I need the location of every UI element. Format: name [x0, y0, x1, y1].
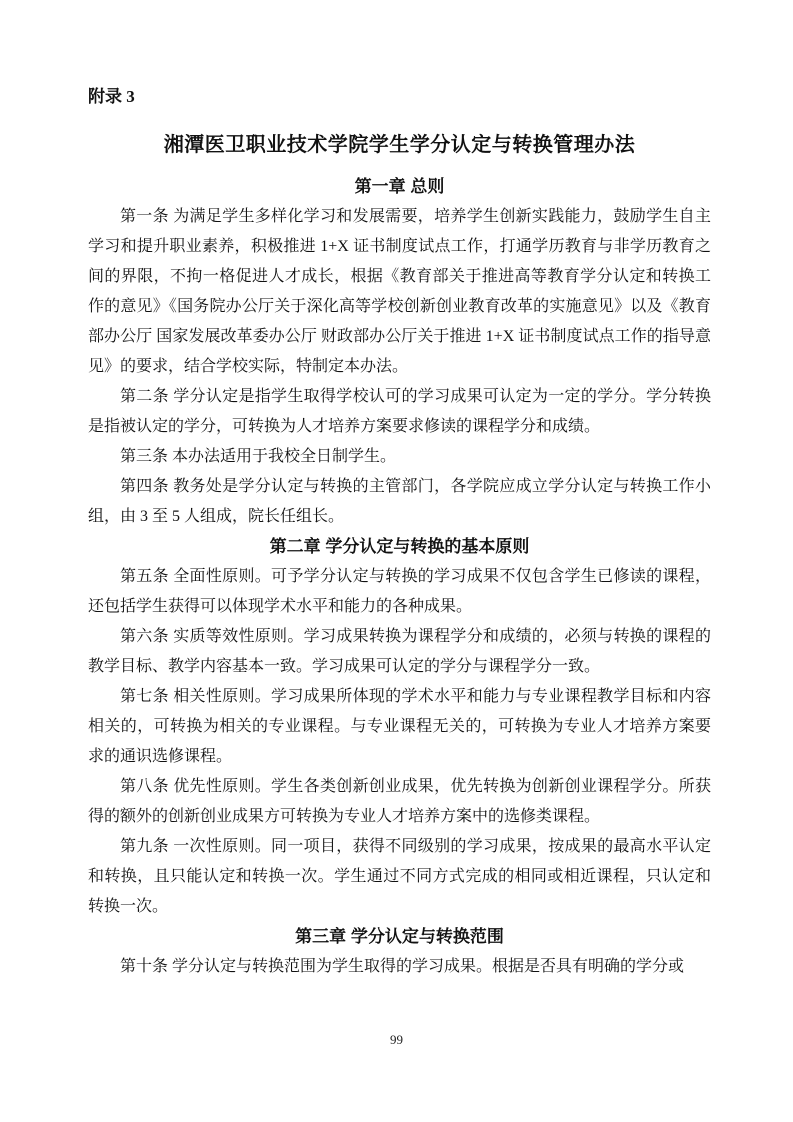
- paragraph-article-1: 第一条 为满足学生多样化学习和发展需要，培养学生创新实践能力，鼓励学生自主学习和提升职业素养，积极推进 1+X 证书制度试点工作，打通学历教育与非学历教育之间的界限，不拘一格促进人才成长，根据《教育部关于推进高等教育学分认定和转换工作的意见》《国务院办公厅关于深化高等学校创新创业教育改革的实施意见》以及《教育部办公厅 国家发展改革委办公厅 财政部办公厅关于推进 1+X 证书制度试点工作的指导意见》的要求，结合学校实际，特制定本办法。: [88, 208, 711, 375]
- paragraph-article-5: 第五条 全面性原则。可予学分认定与转换的学习成果不仅包含学生已修读的课程，还包括学生获得可以体现学术水平和能力的各种成果。: [88, 568, 711, 615]
- chapter-heading: 第三章 学分认定与转换范围: [295, 927, 504, 946]
- paragraph-article-3: 第三条 本办法适用于我校全日制学生。: [120, 448, 397, 465]
- document-content: [88, 86, 711, 982]
- appendix-label: 附录 3: [88, 87, 135, 106]
- document-title: 湘潭医卫职业技术学院学生学分认定与转换管理办法: [163, 134, 636, 156]
- paragraph-article-7: 第七条 相关性原则。学习成果所体现的学术水平和能力与专业课程教学目标和内容相关的，可转换为相关的专业课程。与专业课程无关的，可转换为专业人才培养方案要求的通识选修课程。: [88, 688, 711, 765]
- paragraph-article-10: 第十条 学分认定与转换范围为学生取得的学习成果。根据是否具有明确的学分或: [120, 958, 685, 975]
- page-number: 99: [390, 1032, 403, 1047]
- paragraph-article-2: 第二条 学分认定是指学生取得学校认可的学习成果可认定为一定的学分。学分转换是指被认定的学分，可转换为人才培养方案要求修读的课程学分和成绩。: [88, 388, 711, 435]
- chapter-heading: 第一章 总则: [354, 177, 445, 196]
- paragraph-article-8: 第八条 优先性原则。学生各类创新创业成果，优先转换为创新创业课程学分。所获得的额外的创新创业成果方可转换为专业人才培养方案中的选修类课程。: [88, 778, 711, 825]
- paragraph-article-9: 第九条 一次性原则。同一项目，获得不同级别的学习成果，按成果的最高水平认定和转换，且只能认定和转换一次。学生通过不同方式完成的相同或相近课程，只认定和转换一次。: [88, 838, 711, 915]
- paragraph-article-6: 第六条 实质等效性原则。学习成果转换为课程学分和成绩的，必须与转换的课程的教学目标、教学内容基本一致。学习成果可认定的学分与课程学分一致。: [88, 628, 711, 675]
- paragraph-article-4: 第四条 教务处是学分认定与转换的主管部门，各学院应成立学分认定与转换工作小组，由 3 至 5 人组成，院长任组长。: [88, 478, 711, 525]
- chapter-heading: 第二章 学分认定与转换的基本原则: [269, 537, 530, 556]
